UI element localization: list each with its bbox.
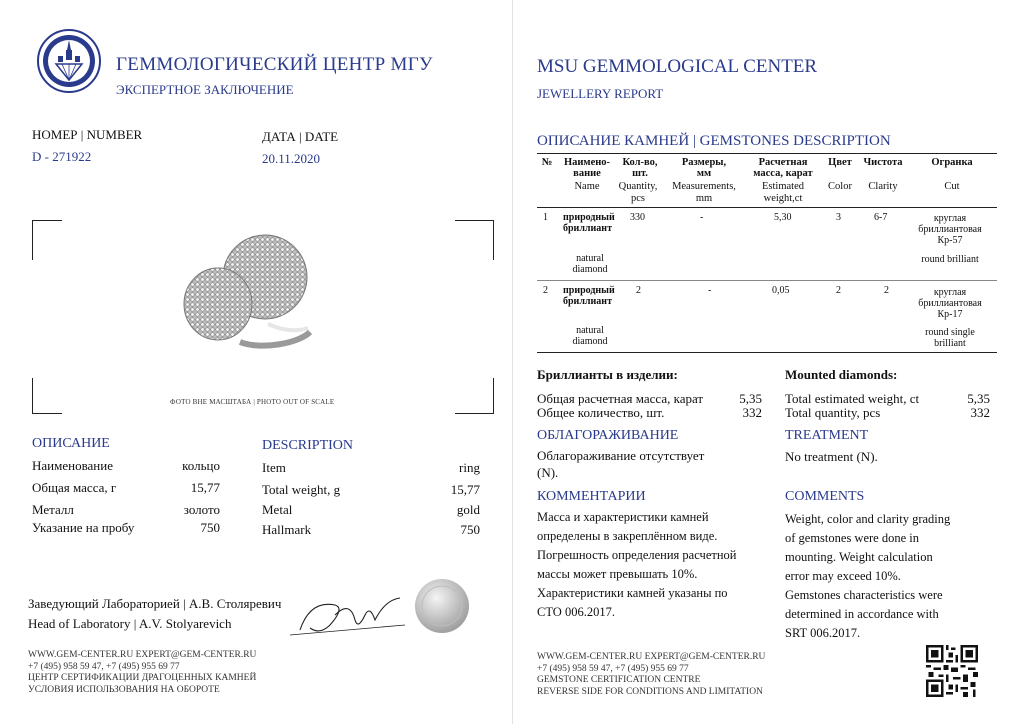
msu-logo-icon bbox=[36, 28, 102, 94]
desc-ru-value: кольцо bbox=[182, 458, 220, 473]
gem-row-size: - bbox=[708, 285, 712, 296]
desc-en-value: 750 bbox=[460, 522, 480, 537]
gem-row-qty: 330 bbox=[630, 212, 645, 223]
number-label: НОМЕР | NUMBER bbox=[32, 127, 143, 142]
gem-row-color: 2 bbox=[836, 285, 841, 296]
footer-right-web[interactable]: WWW.GEM-CENTER.RU EXPERT@GEM-CENTER.RU bbox=[537, 652, 766, 662]
gem-row-weight: 0,05 bbox=[772, 285, 790, 296]
gem-row-qty: 2 bbox=[636, 285, 641, 296]
gem-row-clarity: 6-7 bbox=[874, 212, 888, 223]
ring-photo bbox=[180, 232, 320, 352]
th-size-en: Measurements, mm bbox=[672, 181, 736, 204]
th-clarity-ru: Чистота bbox=[863, 157, 903, 168]
footer-right-line3: GEMSTONE CERTIFICATION CENTRE bbox=[537, 675, 701, 685]
footer-left-line3: ЦЕНТР СЕРТИФИКАЦИИ ДРАГОЦЕННЫХ КАМНЕЙ bbox=[28, 673, 257, 683]
desc-ru-label: Наименование bbox=[32, 458, 113, 473]
desc-en-label: Total weight, g bbox=[262, 482, 341, 497]
treatment-line1-en: No treatment (N). bbox=[785, 449, 878, 464]
gem-row-size: - bbox=[700, 212, 704, 223]
qr-code-icon[interactable] bbox=[926, 645, 978, 697]
desc-ru-value: 15,77 bbox=[190, 480, 220, 495]
mounted-weight-value-en: 5,35 bbox=[967, 391, 990, 406]
th-cut-en: Cut bbox=[944, 181, 960, 192]
date-value: 20.11.2020 bbox=[262, 151, 321, 166]
mounted-qty-label-en: Total quantity, pcs bbox=[785, 405, 881, 420]
gem-row-color: 3 bbox=[836, 212, 841, 223]
gem-row-name-en: natural diamond bbox=[572, 325, 608, 347]
desc-en-label: Item bbox=[262, 460, 286, 475]
page-divider bbox=[512, 0, 513, 724]
description-title-ru: ОПИСАНИЕ bbox=[32, 436, 110, 451]
desc-ru-label: Общая масса, г bbox=[32, 480, 117, 495]
desc-en-value: 15,77 bbox=[450, 482, 480, 497]
head-of-lab-ru: Заведующий Лабораторией | А.В. Столяревич bbox=[28, 596, 282, 611]
th-qty-ru: Кол-во, шт. bbox=[622, 157, 658, 179]
hologram-seal-icon bbox=[414, 578, 470, 634]
description-title-en: DESCRIPTION bbox=[262, 438, 354, 453]
treatment-line1-ru: Облагораживание отсутствует bbox=[537, 448, 705, 463]
gem-row-name-en: natural diamond bbox=[572, 253, 608, 275]
th-color-en: Color bbox=[828, 181, 852, 192]
desc-en-label: Metal bbox=[262, 502, 293, 517]
th-cut-ru: Огранка bbox=[931, 157, 973, 168]
date-label: ДАТА | DATE bbox=[262, 129, 339, 144]
report-subtitle-en: JEWELLERY REPORT bbox=[537, 86, 664, 101]
th-weight-ru: Расчетная масса, карат bbox=[753, 157, 813, 179]
comments-body-ru: Масса и характеристики камней определены в закреплённом виде. Погрешность определения расчетной массы может превышать 10%. Характеристики камней указаны по СТО 006.2017. bbox=[537, 510, 737, 619]
footer-left-line4: УСЛОВИЯ ИСПОЛЬЗОВАНИЯ НА ОБОРОТЕ bbox=[28, 684, 220, 695]
mounted-title-en: Mounted diamonds: bbox=[785, 367, 898, 382]
th-size-ru: Размеры, мм bbox=[681, 157, 727, 179]
desc-en-value: ring bbox=[459, 460, 480, 475]
footer-left-web[interactable]: WWW.GEM-CENTER.RU EXPERT@GEM-CENTER.RU bbox=[28, 650, 257, 660]
gem-row-cut-en: round brilliant bbox=[921, 254, 979, 265]
mounted-qty-value-ru: 332 bbox=[742, 405, 762, 420]
gem-row-weight: 5,30 bbox=[774, 212, 792, 223]
th-name-en: Name bbox=[574, 181, 600, 192]
desc-ru-value: золото bbox=[183, 502, 220, 517]
comments-title-en: COMMENTS bbox=[785, 489, 865, 504]
gem-row-cut-ru: круглая бриллиантовая Кр-57 bbox=[918, 213, 982, 246]
gem-row-num: 2 bbox=[543, 285, 548, 296]
center-title-en: MSU GEMMOLOGICAL CENTER bbox=[537, 56, 818, 77]
desc-en-value: gold bbox=[456, 502, 480, 517]
table-row-rule bbox=[537, 280, 997, 281]
treatment-title-en: TREATMENT bbox=[785, 428, 869, 443]
th-clarity-en: Clarity bbox=[868, 181, 898, 192]
mounted-weight-value-ru: 5,35 bbox=[739, 391, 762, 406]
footer-right bbox=[537, 652, 765, 698]
table-header-rule bbox=[537, 207, 997, 208]
desc-ru-value: 750 bbox=[200, 520, 220, 535]
mounted-weight-label-ru: Общая расчетная масса, карат bbox=[537, 391, 704, 406]
report-subtitle-ru: ЭКСПЕРТНОЕ ЗАКЛЮЧЕНИЕ bbox=[116, 82, 294, 97]
mounted-qty-label-ru: Общее количество, шт. bbox=[537, 405, 665, 420]
gemstones-title: ОПИСАНИЕ КАМНЕЙ | GEMSTONES DESCRIPTION bbox=[537, 133, 891, 149]
th-weight-en: Estimated weight,ct bbox=[762, 181, 804, 204]
gem-row-num: 1 bbox=[543, 212, 548, 223]
footer-left bbox=[28, 650, 256, 696]
footer-right-phone: +7 (495) 958 59 47, +7 (495) 955 69 77 bbox=[537, 663, 689, 674]
gem-row-name-ru: природный бриллиант bbox=[563, 212, 615, 234]
gem-row-cut-ru: круглая бриллиантовая Кр-17 bbox=[918, 287, 982, 320]
mounted-title-ru: Бриллианты в изделии: bbox=[537, 367, 678, 382]
footer-left-phone: +7 (495) 958 59 47, +7 (495) 955 69 77 bbox=[28, 661, 180, 672]
center-title-ru: ГЕММОЛОГИЧЕСКИЙ ЦЕНТР МГУ bbox=[116, 54, 433, 75]
head-of-lab-en: Head of Laboratory | A.V. Stolyarevich bbox=[28, 616, 232, 631]
comments-body-en: Weight, color and clarity grading of gemstones were done in mounting. Weight calculation error may exceed 10%. Gemstones characteristics were determined in accordance with SRT 006.2017. bbox=[785, 512, 951, 640]
handwritten-signature bbox=[290, 590, 410, 640]
gem-row-name-ru: природный бриллиант bbox=[563, 285, 615, 307]
gem-row-cut-en: round single brilliant bbox=[925, 327, 975, 349]
treatment-title-ru: ОБЛАГОРАЖИВАНИЕ bbox=[537, 428, 679, 443]
treatment-line2-ru: (N). bbox=[537, 465, 559, 480]
desc-ru-label: Указание на пробу bbox=[32, 520, 135, 535]
desc-en-label: Hallmark bbox=[262, 522, 312, 537]
th-name-ru: Наимено- вание bbox=[563, 157, 611, 179]
mounted-weight-label-en: Total estimated weight, ct bbox=[785, 391, 920, 406]
th-qty-en: Quantity, pcs bbox=[618, 181, 658, 204]
th-num: № bbox=[541, 157, 553, 168]
mounted-qty-value-en: 332 bbox=[970, 405, 990, 420]
desc-ru-label: Металл bbox=[32, 502, 74, 517]
table-top-rule bbox=[537, 153, 997, 154]
gem-row-clarity: 2 bbox=[884, 285, 889, 296]
comments-title-ru: КОММЕНТАРИИ bbox=[537, 489, 646, 504]
number-value: D - 271922 bbox=[32, 149, 92, 164]
footer-right-line4: REVERSE SIDE FOR CONDITIONS AND LIMITATION bbox=[537, 686, 763, 697]
table-bottom-rule bbox=[537, 352, 997, 353]
photo-caption: ФОТО ВНЕ МАСШТАБА | PHOTO OUT OF SCALE bbox=[170, 398, 335, 406]
th-color-ru: Цвет bbox=[828, 157, 852, 168]
